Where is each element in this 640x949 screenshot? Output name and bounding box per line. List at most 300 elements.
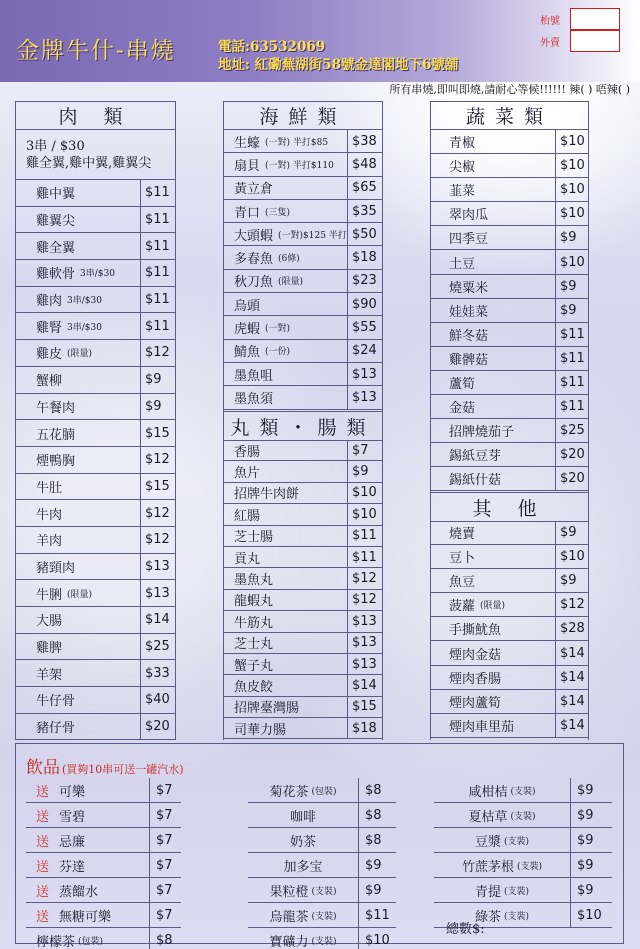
menu-item-name-cell — [234, 130, 328, 152]
drink-price: $9 — [358, 853, 397, 877]
menu-item-row — [224, 130, 382, 153]
menu-item-name: 豬頸肉 — [36, 560, 76, 576]
menu-item-name: 牛脷 — [36, 587, 63, 603]
menu-item-name: 五花腩 — [36, 427, 76, 443]
menu-item-name-cell — [36, 607, 62, 633]
menu-item-name: 燒粟米 — [449, 280, 489, 296]
drink-pack: (支裝) — [516, 861, 543, 872]
menu-item-price: $7 — [347, 440, 369, 460]
menu-item-price: $65 — [347, 177, 377, 199]
menu-item-row — [431, 617, 588, 641]
menu-item-row — [431, 226, 588, 250]
menu-item-name: 多春魚 — [234, 252, 274, 268]
drinks-column-2 — [248, 778, 396, 949]
free-drink-marker: 送 — [36, 884, 50, 900]
vegetable-item-list — [431, 130, 588, 491]
menu-item-name: 煙肉金菇 — [449, 647, 502, 663]
menu-item-name: 烏頭 — [234, 298, 261, 314]
menu-item-name-cell — [234, 718, 286, 738]
drink-name: 菊花茶 — [269, 784, 309, 800]
menu-item-name-cell — [234, 153, 334, 175]
menu-item-name-cell — [36, 447, 75, 473]
drink-row — [26, 853, 181, 878]
menu-item-name-cell — [234, 440, 260, 460]
menu-item-name: 紅腸 — [234, 508, 261, 524]
menu-item-name: 芝士腸 — [234, 530, 274, 546]
menu-item-name-cell — [234, 483, 299, 503]
menu-item-name-cell — [449, 299, 488, 322]
drink-price: $9 — [570, 853, 613, 877]
menu-item-name-cell — [36, 580, 92, 606]
menu-item-name-cell — [449, 443, 501, 466]
menu-item-price: $55 — [347, 316, 377, 338]
menu-item-row — [431, 521, 588, 545]
drink-pack: (支裝) — [510, 811, 536, 822]
menu-item-row — [224, 611, 382, 632]
drink-pack: (支裝) — [510, 786, 536, 797]
menu-item-price: $11 — [555, 371, 585, 394]
menu-item-name: 娃娃菜 — [449, 304, 489, 320]
drink-name-cell — [248, 878, 358, 902]
menu-item-price: $38 — [347, 130, 377, 152]
menu-item-row — [224, 675, 382, 696]
menu-item-name: 羊架 — [36, 667, 63, 683]
drink-price: $7 — [149, 878, 188, 902]
drink-row — [434, 803, 612, 828]
menu-item-note: (限量) — [278, 277, 304, 288]
menu-item-row — [431, 443, 588, 467]
menu-item-name: 秋刀魚 — [234, 275, 274, 291]
menu-item-name-cell — [234, 340, 290, 362]
menu-item-row — [431, 395, 588, 419]
menu-item-note: (限量) — [480, 601, 506, 612]
menu-item-name: 雞中翼 — [36, 187, 76, 203]
drink-name-cell — [248, 928, 358, 949]
menu-item-row — [16, 527, 175, 554]
menu-item-name: 翠肉瓜 — [449, 208, 489, 224]
menu-item-price: $12 — [140, 500, 170, 526]
menu-item-price: $20 — [140, 714, 170, 740]
menu-item-name-cell — [234, 697, 299, 717]
menu-item-row — [16, 660, 175, 687]
menu-item-name-cell — [449, 395, 475, 418]
menu-item-name-cell — [449, 419, 514, 442]
drink-name: 芬達 — [59, 859, 86, 875]
menu-item-name-cell — [449, 323, 488, 346]
menu-item-note: (一對)$125 半打 — [278, 230, 347, 241]
menu-item-row — [431, 545, 588, 569]
drink-name: 無糖可樂 — [59, 909, 112, 925]
menu-item-row — [16, 260, 175, 287]
menu-item-name: 煙肉蘆筍 — [449, 695, 502, 711]
menu-item-name: 雞肉 — [36, 294, 63, 310]
menu-item-name: 牛肉 — [36, 507, 63, 523]
menu-item-name: 雞全翼 — [36, 240, 76, 256]
menu-item-row — [224, 547, 382, 568]
menu-item-price: $9 — [140, 367, 162, 393]
menu-item-row — [224, 440, 382, 461]
drink-name-cell — [36, 928, 103, 949]
menu-item-name-cell — [449, 617, 501, 640]
menu-item-row — [224, 654, 382, 675]
drink-pack: (支裝) — [503, 911, 530, 922]
drink-name-cell — [434, 778, 570, 802]
drink-price: $8 — [358, 803, 397, 827]
drink-row — [434, 778, 612, 803]
shop-name: 金牌牛什-串燒 — [16, 38, 176, 64]
drink-name: 豆漿 — [474, 834, 501, 850]
drink-row — [248, 878, 396, 903]
drink-pack: (支裝) — [311, 936, 337, 947]
menu-item-name-cell — [449, 202, 488, 225]
menu-item-name: 黃立倉 — [234, 182, 274, 198]
drink-row — [26, 803, 181, 828]
menu-item-price: $11 — [140, 287, 170, 313]
menu-item-row — [431, 202, 588, 226]
combo-items: 雞全翼,雞中翼,雞翼尖 — [26, 156, 152, 171]
balls-item-list — [224, 440, 382, 739]
menu-item-name-cell — [449, 714, 514, 737]
menu-item-name: 金菇 — [449, 401, 476, 417]
menu-item-name: 四季豆 — [449, 232, 489, 248]
menu-item-name-cell — [36, 367, 62, 393]
menu-item-name: 羊肉 — [36, 534, 63, 550]
menu-item-price: $10 — [555, 545, 585, 568]
combo-price: 3串 / $30 — [26, 139, 85, 154]
total-amount-label: 總數$: — [446, 922, 485, 937]
menu-item-price: $11 — [140, 207, 170, 233]
drink-pack: (支裝) — [503, 836, 530, 847]
menu-item-name-cell — [234, 223, 347, 245]
menu-item-row — [431, 569, 588, 593]
drink-price: $9 — [570, 828, 613, 852]
menu-item-price: $11 — [347, 526, 377, 546]
menu-item-name: 煙鴨胸 — [36, 454, 76, 470]
drink-price: $11 — [358, 903, 397, 927]
others-title: 其 他 — [431, 492, 588, 522]
menu-item-name: 虎蝦 — [234, 322, 261, 338]
menu-item-name-cell — [234, 386, 273, 408]
drink-name-cell — [36, 853, 85, 877]
drink-row — [26, 878, 181, 903]
menu-item-name: 扇貝 — [234, 158, 261, 174]
menu-item-name: 雞脾 — [36, 641, 63, 657]
menu-item-price: $9 — [555, 569, 577, 592]
menu-item-price: $14 — [555, 641, 585, 664]
menu-item-price: $11 — [140, 313, 170, 339]
menu-item-name-cell — [449, 275, 488, 298]
menu-item-name: 雞髀菇 — [449, 352, 489, 368]
menu-item-name: 青椒 — [449, 136, 476, 152]
menu-item-price: $90 — [347, 293, 377, 315]
drink-row — [248, 828, 396, 853]
order-notice: 所有串燒,即叫即燒,請耐心等候!!!!!! 辣( ) 唔辣( ) — [389, 83, 630, 96]
menu-item-name-cell — [36, 420, 75, 446]
menu-item-name-cell — [234, 270, 303, 292]
drink-name-cell — [248, 803, 358, 827]
drink-name-cell — [434, 878, 570, 902]
drink-row — [434, 853, 612, 878]
menu-item-price: $10 — [555, 178, 585, 201]
drinks-title: 飲品 — [26, 758, 60, 778]
drink-name-cell — [36, 903, 111, 927]
menu-item-price: $13 — [140, 580, 170, 606]
menu-item-name-cell — [449, 130, 475, 153]
menu-item-price: $13 — [347, 633, 377, 653]
drink-price: $8 — [358, 828, 397, 852]
menu-item-name-cell — [234, 654, 273, 674]
menu-item-price: $12 — [347, 590, 377, 610]
menu-item-name-cell — [36, 554, 75, 580]
menu-item-name-cell — [234, 200, 290, 222]
drink-name: 烏龍茶 — [269, 909, 309, 925]
drink-name: 忌廉 — [59, 834, 86, 850]
vegetable-title: 蔬菜類 — [431, 101, 588, 130]
menu-item-name: 蘆筍 — [449, 376, 476, 392]
menu-item-name-cell — [449, 593, 505, 616]
menu-item-row — [224, 153, 382, 176]
meat-title: 肉 類 — [16, 101, 175, 130]
menu-item-row — [224, 363, 382, 386]
menu-item-price: $35 — [347, 200, 377, 222]
menu-item-name: 蟹子丸 — [234, 658, 274, 674]
menu-item-name-cell — [234, 675, 273, 695]
drink-pack: (包裝) — [311, 786, 337, 797]
menu-item-row — [16, 340, 175, 367]
menu-item-row — [16, 180, 175, 207]
menu-item-name: 牛筋丸 — [234, 615, 274, 631]
menu-item-row — [431, 371, 588, 395]
menu-item-row — [16, 313, 175, 340]
menu-item-note: (一對) 半打$110 — [265, 160, 334, 171]
drink-name-cell — [36, 778, 85, 802]
menu-item-row — [224, 483, 382, 504]
free-drink-marker: 送 — [36, 809, 50, 825]
menu-item-name: 蟹柳 — [36, 374, 63, 390]
menu-item-price: $15 — [347, 697, 377, 717]
menu-item-row — [224, 697, 382, 718]
menu-item-name-cell — [36, 714, 75, 740]
menu-item-row — [16, 634, 175, 661]
menu-item-price: $33 — [140, 660, 170, 686]
drink-name: 夏枯草 — [468, 809, 508, 825]
menu-item-row — [224, 568, 382, 589]
menu-item-row — [16, 447, 175, 474]
drink-name: 雪碧 — [59, 809, 86, 825]
meat-section — [15, 101, 176, 740]
menu-item-price: $18 — [347, 718, 377, 738]
seafood-item-list — [224, 130, 382, 410]
drink-name: 奶茶 — [289, 834, 316, 850]
drink-row — [248, 778, 396, 803]
menu-item-note: (一對) — [265, 324, 291, 335]
menu-item-name-cell — [449, 226, 488, 249]
drink-price: $9 — [570, 878, 613, 902]
others-item-list — [431, 521, 588, 738]
menu-item-row — [431, 690, 588, 714]
menu-item-note: (三隻) — [265, 207, 291, 218]
menu-item-name: 招牌燒茄子 — [449, 425, 515, 441]
drink-name: 果粒橙 — [269, 884, 309, 900]
menu-item-price: $10 — [555, 130, 585, 153]
menu-item-name: 司華力腸 — [234, 722, 287, 738]
menu-item-name-cell — [234, 177, 273, 199]
drink-price: $9 — [570, 778, 613, 802]
drink-row — [26, 828, 181, 853]
seafood-title: 海鮮類 — [224, 101, 382, 130]
seafood-section — [223, 101, 383, 740]
menu-item-price: $23 — [347, 270, 377, 292]
menu-item-price: $12 — [140, 447, 170, 473]
shop-address: 地址: 紅磡蕪湖街58號金達閣地下6號舖 — [218, 57, 459, 73]
menu-item-row — [224, 223, 382, 246]
menu-item-name-cell — [234, 246, 300, 268]
menu-item-name-cell — [36, 500, 62, 526]
menu-item-name-cell — [234, 590, 273, 610]
menu-item-price: $10 — [555, 202, 585, 225]
drink-price: $7 — [149, 903, 188, 927]
free-drink-marker: 送 — [36, 909, 50, 925]
menu-item-name-cell — [234, 611, 273, 631]
menu-item-price: $9 — [555, 521, 577, 544]
menu-item-name: 雞翼尖 — [36, 214, 76, 230]
drink-name: 綠茶 — [474, 909, 501, 925]
menu-item-name-cell — [449, 347, 488, 370]
menu-item-price: $9 — [555, 299, 577, 322]
drinks-column-3 — [434, 778, 612, 928]
drink-price: $10 — [570, 903, 613, 927]
menu-item-price: $11 — [140, 180, 170, 206]
menu-item-price: $40 — [140, 687, 170, 713]
menu-item-name: 錫紙什菇 — [449, 473, 502, 489]
menu-item-row — [16, 580, 175, 607]
drink-name-cell — [434, 803, 570, 827]
drinks-column-1 — [26, 778, 181, 949]
free-drink-marker: 送 — [36, 859, 50, 875]
free-drink-marker: 送 — [36, 834, 50, 850]
menu-item-name-cell — [234, 293, 260, 315]
menu-item-price: $11 — [555, 395, 585, 418]
menu-item-row — [16, 500, 175, 527]
drink-name: 青提 — [474, 884, 501, 900]
menu-item-price: $13 — [347, 611, 377, 631]
menu-item-price: $9 — [347, 461, 369, 481]
drink-name: 寶礦力 — [269, 934, 309, 949]
menu-item-row — [431, 250, 588, 274]
menu-item-price: $14 — [140, 607, 170, 633]
menu-item-row — [224, 200, 382, 223]
menu-item-price: $20 — [555, 443, 585, 466]
menu-item-name: 大頭蝦 — [234, 228, 274, 244]
menu-item-name: 雞軟骨 — [36, 267, 76, 283]
menu-item-name: 生蠔 — [234, 135, 261, 151]
menu-item-row — [431, 347, 588, 371]
menu-item-name-cell — [449, 569, 475, 592]
menu-item-price: $10 — [347, 504, 377, 524]
meat-item-list — [16, 180, 175, 740]
drink-row — [26, 928, 181, 949]
menu-item-name-cell — [234, 316, 290, 338]
menu-item-row — [224, 461, 382, 482]
drink-name-cell — [248, 903, 358, 927]
drink-name: 檸檬茶 — [36, 934, 76, 949]
drink-price: $8 — [149, 928, 188, 949]
menu-item-row — [224, 526, 382, 547]
menu-item-name-cell — [449, 250, 475, 273]
drink-row — [26, 903, 181, 928]
menu-item-row — [16, 687, 175, 714]
menu-item-row — [16, 367, 175, 394]
drink-name: 蒸餾水 — [59, 884, 99, 900]
menu-item-row — [431, 299, 588, 323]
menu-item-price: $11 — [140, 233, 170, 259]
menu-item-name-cell — [234, 504, 260, 524]
drink-name-cell — [248, 778, 358, 802]
drink-row — [26, 778, 181, 803]
menu-item-name: 雞皮 — [36, 347, 63, 363]
menu-item-row — [431, 714, 588, 738]
drink-price: $8 — [358, 778, 397, 802]
drink-pack: (支裝) — [311, 886, 337, 897]
table-number-label: 枱號 — [540, 16, 560, 27]
menu-item-name-cell — [36, 340, 92, 366]
menu-item-name: 芝士丸 — [234, 637, 274, 653]
menu-item-name: 牛肚 — [36, 480, 63, 496]
menu-item-row — [224, 386, 382, 409]
takeaway-label: 外賣 — [540, 38, 560, 49]
menu-item-name-cell — [36, 687, 75, 713]
menu-item-name-cell — [449, 371, 475, 394]
table-number-field[interactable] — [570, 8, 620, 30]
menu-item-name-cell — [449, 641, 501, 664]
drink-row — [248, 928, 396, 949]
drinks-section — [15, 743, 624, 949]
menu-item-row — [224, 590, 382, 611]
drink-price: $10 — [358, 928, 397, 949]
drink-name-cell — [36, 803, 85, 827]
menu-item-name-cell — [36, 207, 75, 233]
free-drink-marker: 送 — [36, 784, 50, 800]
menu-item-note: (6條) — [278, 254, 300, 265]
combo-offer — [16, 130, 175, 180]
menu-item-name-cell — [234, 363, 273, 385]
menu-item-row — [224, 177, 382, 200]
menu-item-price: $11 — [347, 547, 377, 567]
drink-name-cell — [36, 828, 85, 852]
balls-title: 丸類・腸類 — [224, 411, 382, 441]
menu-item-row — [16, 420, 175, 447]
menu-item-row — [224, 633, 382, 654]
menu-item-row — [16, 287, 175, 314]
drink-name-cell — [248, 853, 358, 877]
menu-item-name: 鮮冬菇 — [449, 328, 489, 344]
menu-item-name-cell — [234, 633, 273, 653]
menu-item-row — [16, 714, 175, 741]
menu-item-price: $10 — [347, 483, 377, 503]
takeaway-field[interactable] — [570, 30, 620, 52]
menu-item-name: 墨魚咀 — [234, 368, 274, 384]
menu-item-row — [431, 666, 588, 690]
menu-item-name: 煙肉香腸 — [449, 671, 502, 687]
menu-item-price: $25 — [140, 634, 170, 660]
menu-item-name: 貢丸 — [234, 551, 261, 567]
menu-item-price: $9 — [140, 394, 162, 420]
menu-item-row — [224, 340, 382, 363]
drink-price: $7 — [149, 853, 188, 877]
drink-row — [248, 803, 396, 828]
drink-row — [434, 828, 612, 853]
menu-item-price: $15 — [140, 474, 170, 500]
